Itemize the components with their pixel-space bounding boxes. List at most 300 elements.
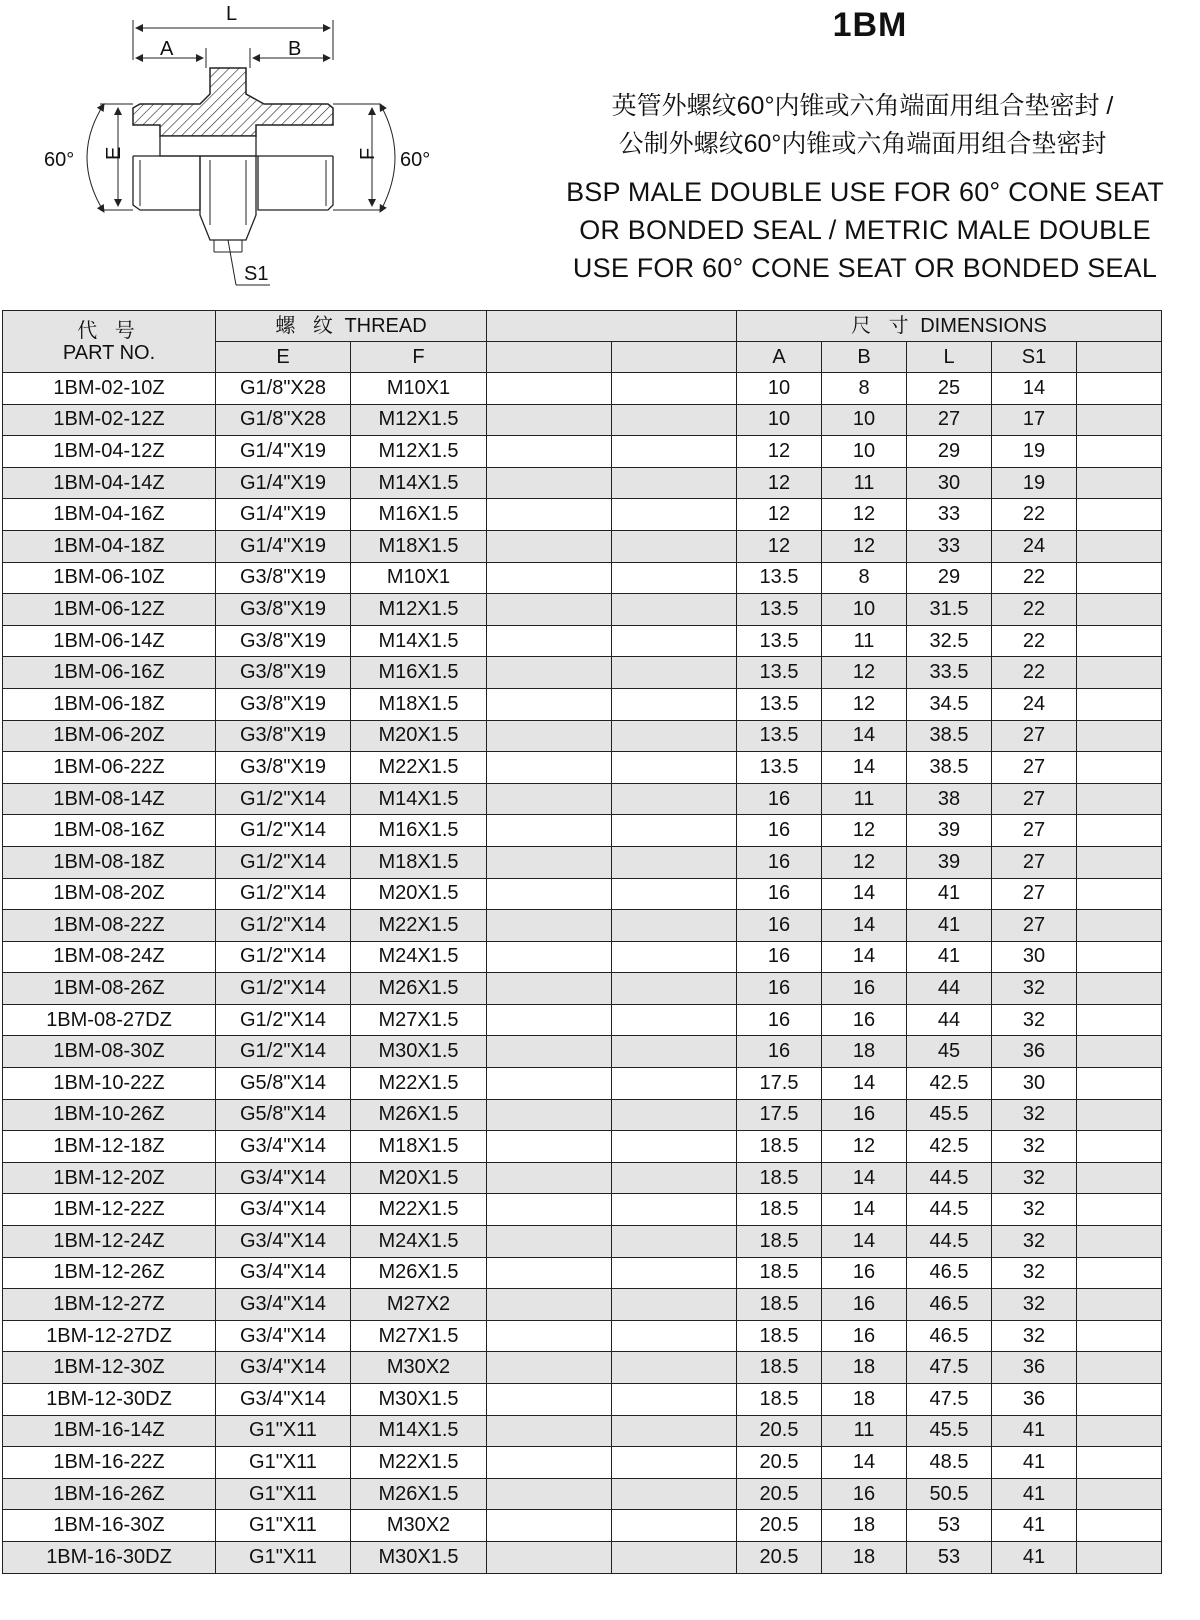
- cell-dim-a: 18.5: [737, 1226, 822, 1258]
- cell-thread-f: M20X1.5: [351, 878, 487, 910]
- cell-blank-1: [487, 783, 612, 815]
- cell-blank-1: [487, 499, 612, 531]
- cell-thread-f: M22X1.5: [351, 752, 487, 784]
- cell-blank-3: [1077, 1004, 1162, 1036]
- cell-dim-s1: 27: [992, 910, 1077, 942]
- cell-thread-f: M24X1.5: [351, 1226, 487, 1258]
- cell-blank-1: [487, 1004, 612, 1036]
- cell-blank-1: [487, 752, 612, 784]
- cell-thread-f: M30X1.5: [351, 1036, 487, 1068]
- cell-dim-b: 14: [822, 1068, 907, 1100]
- cell-blank-2: [612, 594, 737, 626]
- header-blank-2: [612, 342, 737, 373]
- cell-blank-1: [487, 625, 612, 657]
- cell-dim-b: 14: [822, 1447, 907, 1479]
- cell-thread-f: M14X1.5: [351, 783, 487, 815]
- cell-blank-1: [487, 910, 612, 942]
- cell-dim-l: 33.5: [907, 657, 992, 689]
- cell-thread-e: G3/8"X19: [216, 594, 351, 626]
- cell-part-no: 1BM-08-30Z: [3, 1036, 216, 1068]
- cell-dim-a: 13.5: [737, 752, 822, 784]
- cell-blank-2: [612, 1194, 737, 1226]
- table-row: [3, 878, 1162, 910]
- cell-part-no: 1BM-16-30Z: [3, 1510, 216, 1542]
- cell-part-no: 1BM-12-26Z: [3, 1257, 216, 1289]
- cell-blank-3: [1077, 373, 1162, 405]
- cell-thread-f: M26X1.5: [351, 1478, 487, 1510]
- cell-dim-s1: 32: [992, 1162, 1077, 1194]
- cell-part-no: 1BM-12-27DZ: [3, 1320, 216, 1352]
- spec-table: [2, 310, 1162, 1574]
- cell-blank-3: [1077, 1541, 1162, 1573]
- cell-dim-a: 18.5: [737, 1289, 822, 1321]
- cell-dim-b: 12: [822, 530, 907, 562]
- cell-blank-3: [1077, 436, 1162, 468]
- cell-part-no: 1BM-16-30DZ: [3, 1541, 216, 1573]
- cell-blank-2: [612, 1478, 737, 1510]
- cell-blank-1: [487, 1131, 612, 1163]
- header-part-no-en: PART NO.: [62, 341, 156, 364]
- cell-thread-e: G3/8"X19: [216, 657, 351, 689]
- cell-blank-2: [612, 404, 737, 436]
- cell-dim-s1: 27: [992, 815, 1077, 847]
- cell-dim-l: 41: [907, 941, 992, 973]
- cell-dim-s1: 36: [992, 1384, 1077, 1416]
- cell-dim-a: 16: [737, 878, 822, 910]
- cell-thread-e: G1/2"X14: [216, 941, 351, 973]
- cell-dim-s1: 22: [992, 562, 1077, 594]
- cell-blank-3: [1077, 910, 1162, 942]
- cell-dim-l: 53: [907, 1510, 992, 1542]
- cell-thread-e: G1/2"X14: [216, 910, 351, 942]
- cell-part-no: 1BM-04-14Z: [3, 467, 216, 499]
- table-row: [3, 688, 1162, 720]
- table-row: [3, 1131, 1162, 1163]
- cell-blank-1: [487, 1289, 612, 1321]
- cell-blank-1: [487, 404, 612, 436]
- cell-part-no: 1BM-12-27Z: [3, 1289, 216, 1321]
- cell-blank-2: [612, 1036, 737, 1068]
- cell-blank-1: [487, 878, 612, 910]
- cell-thread-e: G3/4"X14: [216, 1384, 351, 1416]
- header-part-no: [3, 311, 216, 373]
- cell-thread-e: G3/4"X14: [216, 1131, 351, 1163]
- cell-part-no: 1BM-08-20Z: [3, 878, 216, 910]
- cell-dim-s1: 24: [992, 688, 1077, 720]
- cell-blank-1: [487, 1099, 612, 1131]
- table-row: [3, 657, 1162, 689]
- cell-blank-2: [612, 973, 737, 1005]
- table-row: [3, 499, 1162, 531]
- cell-blank-2: [612, 1352, 737, 1384]
- cell-thread-e: G1/8"X28: [216, 373, 351, 405]
- cell-blank-3: [1077, 878, 1162, 910]
- cell-dim-a: 16: [737, 1036, 822, 1068]
- header-l: L: [907, 342, 992, 373]
- cell-blank-1: [487, 1036, 612, 1068]
- cell-blank-1: [487, 1352, 612, 1384]
- cell-blank-1: [487, 941, 612, 973]
- cell-dim-l: 53: [907, 1541, 992, 1573]
- cell-thread-e: G1"X11: [216, 1415, 351, 1447]
- cell-dim-a: 18.5: [737, 1320, 822, 1352]
- cell-thread-f: M12X1.5: [351, 594, 487, 626]
- cell-dim-l: 45.5: [907, 1415, 992, 1447]
- header-blank-3: [1077, 342, 1162, 373]
- cell-blank-1: [487, 1447, 612, 1479]
- cell-blank-1: [487, 846, 612, 878]
- table-row: [3, 594, 1162, 626]
- cell-dim-b: 10: [822, 404, 907, 436]
- cell-dim-l: 44.5: [907, 1162, 992, 1194]
- cell-part-no: 1BM-06-18Z: [3, 688, 216, 720]
- table-row: [3, 973, 1162, 1005]
- cell-thread-e: G3/4"X14: [216, 1320, 351, 1352]
- cell-dim-a: 12: [737, 436, 822, 468]
- table-row: [3, 1036, 1162, 1068]
- cell-dim-l: 50.5: [907, 1478, 992, 1510]
- cell-dim-s1: 14: [992, 373, 1077, 405]
- description-cn-line1: 英管外螺纹60°内锥或六角端面用组合垫密封 /: [611, 92, 1114, 120]
- cell-part-no: 1BM-02-12Z: [3, 404, 216, 436]
- cell-dim-a: 17.5: [737, 1068, 822, 1100]
- cell-dim-l: 42.5: [907, 1068, 992, 1100]
- table-header: [3, 311, 1162, 373]
- cell-thread-f: M30X2: [351, 1352, 487, 1384]
- cell-thread-f: M16X1.5: [351, 815, 487, 847]
- cell-thread-e: G5/8"X14: [216, 1099, 351, 1131]
- cell-thread-e: G1/2"X14: [216, 846, 351, 878]
- cell-part-no: 1BM-06-22Z: [3, 752, 216, 784]
- cell-thread-e: G3/4"X14: [216, 1289, 351, 1321]
- cell-dim-l: 34.5: [907, 688, 992, 720]
- header-dims-cn: 尺 寸: [851, 315, 915, 337]
- cell-dim-a: 16: [737, 910, 822, 942]
- table-row: [3, 530, 1162, 562]
- cell-blank-2: [612, 1131, 737, 1163]
- cell-blank-3: [1077, 1257, 1162, 1289]
- cell-blank-3: [1077, 1415, 1162, 1447]
- cell-dim-a: 12: [737, 530, 822, 562]
- cell-thread-e: G3/4"X14: [216, 1194, 351, 1226]
- header-thread: [216, 311, 487, 342]
- cell-dim-s1: 41: [992, 1415, 1077, 1447]
- cell-dim-b: 18: [822, 1352, 907, 1384]
- dim-label-e: E: [103, 146, 125, 160]
- cell-dim-b: 18: [822, 1541, 907, 1573]
- table-row: [3, 1320, 1162, 1352]
- cell-dim-l: 29: [907, 436, 992, 468]
- cell-blank-3: [1077, 657, 1162, 689]
- table-row: [3, 1004, 1162, 1036]
- cell-blank-1: [487, 720, 612, 752]
- header-e: E: [216, 342, 351, 373]
- cell-blank-2: [612, 910, 737, 942]
- cell-dim-a: 18.5: [737, 1194, 822, 1226]
- cell-part-no: 1BM-08-14Z: [3, 783, 216, 815]
- cell-part-no: 1BM-12-18Z: [3, 1131, 216, 1163]
- cell-dim-b: 14: [822, 1226, 907, 1258]
- cell-dim-a: 18.5: [737, 1384, 822, 1416]
- cell-thread-f: M14X1.5: [351, 1415, 487, 1447]
- cell-thread-e: G1/2"X14: [216, 1004, 351, 1036]
- cell-blank-2: [612, 720, 737, 752]
- cell-thread-f: M30X1.5: [351, 1541, 487, 1573]
- cell-dim-a: 10: [737, 404, 822, 436]
- cell-dim-b: 18: [822, 1036, 907, 1068]
- cell-blank-2: [612, 1257, 737, 1289]
- header-blank-1: [487, 342, 612, 373]
- header-dimensions: [737, 311, 1162, 342]
- cell-blank-3: [1077, 941, 1162, 973]
- table-row: [3, 941, 1162, 973]
- cell-blank-1: [487, 1384, 612, 1416]
- cell-blank-3: [1077, 1289, 1162, 1321]
- table-row: [3, 1541, 1162, 1573]
- cell-dim-l: 27: [907, 404, 992, 436]
- cell-blank-3: [1077, 594, 1162, 626]
- fitting-drawing: [0, 0, 431, 300]
- cell-blank-2: [612, 815, 737, 847]
- cell-blank-2: [612, 530, 737, 562]
- cell-dim-l: 31.5: [907, 594, 992, 626]
- cell-dim-a: 18.5: [737, 1131, 822, 1163]
- cell-blank-2: [612, 657, 737, 689]
- cell-dim-l: 38: [907, 783, 992, 815]
- cell-blank-2: [612, 1068, 737, 1100]
- cell-thread-e: G3/4"X14: [216, 1352, 351, 1384]
- cell-blank-2: [612, 1004, 737, 1036]
- cell-blank-2: [612, 688, 737, 720]
- cell-part-no: 1BM-04-12Z: [3, 436, 216, 468]
- cell-thread-e: G3/8"X19: [216, 720, 351, 752]
- cell-dim-b: 16: [822, 1004, 907, 1036]
- cell-dim-a: 12: [737, 499, 822, 531]
- description-en-line1: BSP MALE DOUBLE USE FOR 60° CONE SEAT: [566, 177, 1164, 207]
- cell-blank-1: [487, 530, 612, 562]
- table-row: [3, 1289, 1162, 1321]
- cell-dim-s1: 41: [992, 1510, 1077, 1542]
- cell-blank-3: [1077, 1320, 1162, 1352]
- cell-part-no: 1BM-08-22Z: [3, 910, 216, 942]
- cell-blank-2: [612, 1447, 737, 1479]
- cell-thread-f: M12X1.5: [351, 404, 487, 436]
- table-row: [3, 783, 1162, 815]
- cell-thread-e: G1/2"X14: [216, 783, 351, 815]
- cell-dim-a: 16: [737, 783, 822, 815]
- cell-thread-f: M18X1.5: [351, 1131, 487, 1163]
- cell-dim-b: 12: [822, 657, 907, 689]
- cell-blank-1: [487, 1162, 612, 1194]
- cell-thread-e: G1"X11: [216, 1541, 351, 1573]
- cell-blank-2: [612, 1541, 737, 1573]
- cell-blank-1: [487, 594, 612, 626]
- cell-part-no: 1BM-06-10Z: [3, 562, 216, 594]
- table-row: [3, 1099, 1162, 1131]
- cell-blank-2: [612, 499, 737, 531]
- cell-thread-e: G1"X11: [216, 1510, 351, 1542]
- cell-thread-f: M14X1.5: [351, 467, 487, 499]
- cell-blank-3: [1077, 1194, 1162, 1226]
- cell-thread-f: M26X1.5: [351, 1099, 487, 1131]
- cell-dim-s1: 32: [992, 1004, 1077, 1036]
- cell-thread-e: G3/8"X19: [216, 625, 351, 657]
- model-code: 1BM: [832, 6, 908, 44]
- cell-thread-f: M16X1.5: [351, 499, 487, 531]
- cell-thread-e: G1/8"X28: [216, 404, 351, 436]
- cell-dim-a: 20.5: [737, 1478, 822, 1510]
- cell-thread-f: M26X1.5: [351, 1257, 487, 1289]
- cell-part-no: 1BM-16-14Z: [3, 1415, 216, 1447]
- cell-thread-e: G3/8"X19: [216, 752, 351, 784]
- table-row: [3, 625, 1162, 657]
- table-row: [3, 910, 1162, 942]
- cell-blank-3: [1077, 404, 1162, 436]
- header-b: B: [822, 342, 907, 373]
- cell-thread-f: M10X1: [351, 562, 487, 594]
- cell-blank-2: [612, 1510, 737, 1542]
- cell-part-no: 1BM-06-12Z: [3, 594, 216, 626]
- cell-dim-s1: 36: [992, 1036, 1077, 1068]
- cell-part-no: 1BM-12-30DZ: [3, 1384, 216, 1416]
- cell-thread-e: G1/4"X19: [216, 467, 351, 499]
- cell-dim-b: 14: [822, 910, 907, 942]
- cell-blank-3: [1077, 625, 1162, 657]
- cell-dim-a: 13.5: [737, 720, 822, 752]
- cell-blank-1: [487, 373, 612, 405]
- cell-dim-a: 13.5: [737, 657, 822, 689]
- cell-dim-b: 11: [822, 625, 907, 657]
- cell-dim-s1: 41: [992, 1478, 1077, 1510]
- cell-blank-1: [487, 1415, 612, 1447]
- cell-thread-f: M22X1.5: [351, 1068, 487, 1100]
- cell-dim-a: 16: [737, 1004, 822, 1036]
- cell-dim-a: 16: [737, 941, 822, 973]
- cell-thread-e: G1/2"X14: [216, 815, 351, 847]
- cell-dim-a: 17.5: [737, 1099, 822, 1131]
- description-en-line3: USE FOR 60° CONE SEAT OR BONDED SEAL: [572, 253, 1158, 283]
- cell-thread-e: G1/2"X14: [216, 878, 351, 910]
- cell-dim-s1: 32: [992, 973, 1077, 1005]
- cell-part-no: 1BM-16-26Z: [3, 1478, 216, 1510]
- cell-dim-a: 18.5: [737, 1257, 822, 1289]
- table-row: [3, 815, 1162, 847]
- cell-dim-a: 20.5: [737, 1415, 822, 1447]
- cell-thread-f: M22X1.5: [351, 1447, 487, 1479]
- cell-dim-b: 10: [822, 436, 907, 468]
- cell-thread-f: M18X1.5: [351, 688, 487, 720]
- cell-dim-a: 16: [737, 973, 822, 1005]
- cell-dim-s1: 32: [992, 1131, 1077, 1163]
- cell-dim-l: 30: [907, 467, 992, 499]
- cell-dim-b: 12: [822, 1131, 907, 1163]
- cell-dim-l: 33: [907, 530, 992, 562]
- table-row: [3, 1352, 1162, 1384]
- cell-dim-l: 44: [907, 973, 992, 1005]
- cell-part-no: 1BM-04-16Z: [3, 499, 216, 531]
- table-row: [3, 1226, 1162, 1258]
- cell-part-no: 1BM-10-26Z: [3, 1099, 216, 1131]
- cell-dim-l: 32.5: [907, 625, 992, 657]
- table-row: [3, 1478, 1162, 1510]
- cell-dim-b: 8: [822, 562, 907, 594]
- cell-part-no: 1BM-02-10Z: [3, 373, 216, 405]
- cell-blank-1: [487, 1226, 612, 1258]
- cell-dim-a: 13.5: [737, 562, 822, 594]
- cell-dim-s1: 30: [992, 1068, 1077, 1100]
- dim-label-s1: S1: [244, 263, 269, 285]
- cell-thread-e: G3/8"X19: [216, 688, 351, 720]
- cell-dim-b: 14: [822, 878, 907, 910]
- cell-blank-3: [1077, 1447, 1162, 1479]
- cell-dim-b: 16: [822, 973, 907, 1005]
- cell-thread-f: M26X1.5: [351, 973, 487, 1005]
- cell-blank-3: [1077, 783, 1162, 815]
- table-row: [3, 752, 1162, 784]
- cell-dim-b: 10: [822, 594, 907, 626]
- cell-blank-3: [1077, 530, 1162, 562]
- cell-thread-e: G5/8"X14: [216, 1068, 351, 1100]
- cell-thread-f: M27X1.5: [351, 1320, 487, 1352]
- dim-label-l: L: [226, 3, 238, 25]
- table-row: [3, 1068, 1162, 1100]
- cell-thread-e: G3/4"X14: [216, 1162, 351, 1194]
- cell-blank-3: [1077, 562, 1162, 594]
- table-row: [3, 1415, 1162, 1447]
- fitting-diagram: [0, 0, 431, 300]
- cell-thread-f: M10X1: [351, 373, 487, 405]
- cell-dim-s1: 19: [992, 436, 1077, 468]
- cell-blank-2: [612, 878, 737, 910]
- cell-thread-e: G1/2"X14: [216, 973, 351, 1005]
- cell-dim-b: 14: [822, 941, 907, 973]
- cell-blank-1: [487, 1194, 612, 1226]
- cell-blank-1: [487, 1541, 612, 1573]
- cell-dim-b: 12: [822, 688, 907, 720]
- cell-thread-f: M16X1.5: [351, 657, 487, 689]
- cell-part-no: 1BM-08-16Z: [3, 815, 216, 847]
- cell-dim-s1: 32: [992, 1194, 1077, 1226]
- cell-blank-3: [1077, 1099, 1162, 1131]
- cell-dim-l: 44.5: [907, 1194, 992, 1226]
- cell-dim-b: 18: [822, 1384, 907, 1416]
- header-blank: [487, 311, 737, 342]
- cell-thread-e: G3/4"X14: [216, 1226, 351, 1258]
- cell-blank-2: [612, 373, 737, 405]
- header-thread-en: THREAD: [344, 315, 427, 337]
- cell-blank-2: [612, 1162, 737, 1194]
- cell-blank-1: [487, 1320, 612, 1352]
- cell-dim-s1: 32: [992, 1289, 1077, 1321]
- cell-dim-s1: 41: [992, 1447, 1077, 1479]
- cell-part-no: 1BM-12-20Z: [3, 1162, 216, 1194]
- cell-thread-f: M22X1.5: [351, 910, 487, 942]
- cell-blank-1: [487, 1478, 612, 1510]
- cell-thread-f: M14X1.5: [351, 625, 487, 657]
- table-row: [3, 1257, 1162, 1289]
- cell-dim-b: 12: [822, 815, 907, 847]
- cell-thread-e: G1/4"X19: [216, 499, 351, 531]
- cell-dim-l: 29: [907, 562, 992, 594]
- table-row: [3, 1162, 1162, 1194]
- cell-thread-e: G1"X11: [216, 1447, 351, 1479]
- table-row: [3, 1384, 1162, 1416]
- cell-part-no: 1BM-04-18Z: [3, 530, 216, 562]
- dim-label-b: B: [288, 38, 302, 60]
- cell-dim-s1: 24: [992, 530, 1077, 562]
- table-row: [3, 1194, 1162, 1226]
- cell-dim-a: 16: [737, 846, 822, 878]
